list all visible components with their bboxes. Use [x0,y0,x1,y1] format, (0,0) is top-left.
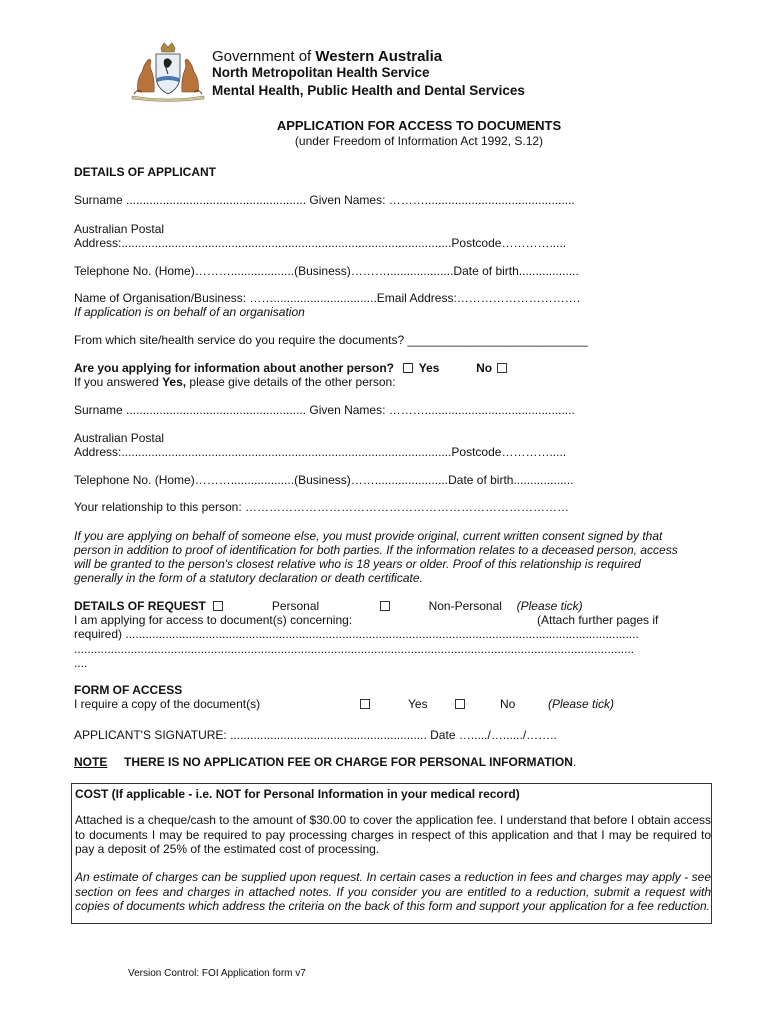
request-detail-field-3[interactable]: .... [74,656,88,670]
non-personal-checkbox[interactable] [380,601,390,611]
version-control: Version Control: FOI Application form v7 [128,968,306,979]
coat-of-arms-logo [128,42,208,102]
attach-note: (Attach further pages if [537,613,659,627]
other-address-field[interactable]: Address:...................................................................................................Postcode…………..... [74,445,567,459]
request-tick-note: (Please tick) [516,599,583,613]
applicant-organisation-field[interactable]: Name of Organisation/Business: ……...............................Email Address:…………………………. [74,291,581,305]
request-heading: DETAILS OF REQUEST [74,599,206,613]
copy-no-label: No [500,697,516,711]
site-service-field[interactable]: From which site/health service do you require the documents? ___________________________ [74,333,588,347]
copy-yes-checkbox[interactable] [360,699,370,709]
government-name: Government of Western Australia [212,48,443,65]
applicant-telephone-field[interactable]: Telephone No. (Home)………...................(Business)………....................Date of birth.................. [74,264,579,278]
copy-yes-label: Yes [408,697,428,711]
applicant-address-field[interactable]: Address:...................................................................................................Postcode…………..... [74,236,567,250]
copy-no-checkbox[interactable] [455,699,465,709]
form-subtitle: (under Freedom of Information Act 1992, S.12) [294,134,544,148]
other-person-instruction: If you answered Yes, please give details of the other person: [74,375,396,389]
other-person-question-text: Are you applying for information about another person? [74,361,395,375]
request-detail-field-2[interactable]: ........................................................................................................................................................................ [74,642,635,656]
personal-checkbox[interactable] [213,601,223,611]
applicant-address-label: Australian Postal [74,222,165,236]
other-telephone-field[interactable]: Telephone No. (Home)………...................(Business)……......................Date of birth.................. [74,473,574,487]
copy-tick-note: (Please tick) [548,697,615,711]
fee-note: NOTE THERE IS NO APPLICATION FEE OR CHARGE FOR PERSONAL INFORMATION. [74,755,577,769]
personal-label: Personal [271,599,320,613]
note-label: NOTE [74,755,108,769]
cost-paragraph-1: Attached is a cheque/cash to the amount of $30.00 to cover the application fee. I understand that before I obtain access to documents I may be required to pay processing charges in respect of this application and that I may be required to pay a deposit of 25% of the estimated cost of processing. [75,813,711,856]
yes-label: Yes [418,361,440,375]
applicant-surname-field[interactable]: Surname ...................................................... Given Names: ………............................................. [74,193,575,207]
copy-question: I require a copy of the document(s) [74,697,261,711]
relationship-field[interactable]: Your relationship to this person: ……………………………………………………………………… [74,500,569,514]
no-label: No [476,361,493,375]
other-surname-field[interactable]: Surname ...................................................... Given Names: ………............................................. [74,403,575,417]
applicant-heading: DETAILS OF APPLICANT [74,165,216,179]
non-personal-label: Non-Personal [428,599,502,613]
request-detail-field-1[interactable]: required) .......................................................................................................................................................... [74,627,639,641]
note-text: THERE IS NO APPLICATION FEE OR CHARGE FOR PERSONAL INFORMATION [124,755,573,769]
no-checkbox[interactable] [497,363,507,373]
organisation-note: If application is on behalf of an organisation [74,305,305,319]
division-name: Mental Health, Public Health and Dental Services [212,83,525,98]
health-service-name: North Metropolitan Health Service [212,65,430,80]
other-address-label: Australian Postal [74,431,165,445]
other-person-question [74,361,509,375]
request-line-1: I am applying for access to document(s) concerning: [74,613,353,627]
yes-checkbox[interactable] [403,363,413,373]
signature-date-field[interactable]: APPLICANT'S SIGNATURE: ........................................................... Date …...../…....../…….. [74,728,557,742]
cost-box [71,783,712,924]
form-of-access-heading: FORM OF ACCESS [74,683,183,697]
cost-heading: COST (If applicable - i.e. NOT for Personal Information in your medical record) [75,787,520,801]
cost-paragraph-2: An estimate of charges can be supplied upon request. In certain cases a reduction in fees and charges may apply - see section on fees and charges in attached notes. If you consider you are entitled to a reduction, submit a request with copies of documents which address the criteria on the back of this form and support your application for a fee reduction. [75,870,711,913]
request-options [74,599,583,613]
consent-paragraph: If you are applying on behalf of someone else, you must provide original, current written consent signed by that person in addition to proof of identification for both parties. If the information relates to a deceased person, access will be granted to the person's closest relative who is 18 years or older. Proof of this relationship is required generally in the form of a statutory declaration or death certificate. [74,529,678,585]
form-title: APPLICATION FOR ACCESS TO DOCUMENTS [276,118,562,133]
